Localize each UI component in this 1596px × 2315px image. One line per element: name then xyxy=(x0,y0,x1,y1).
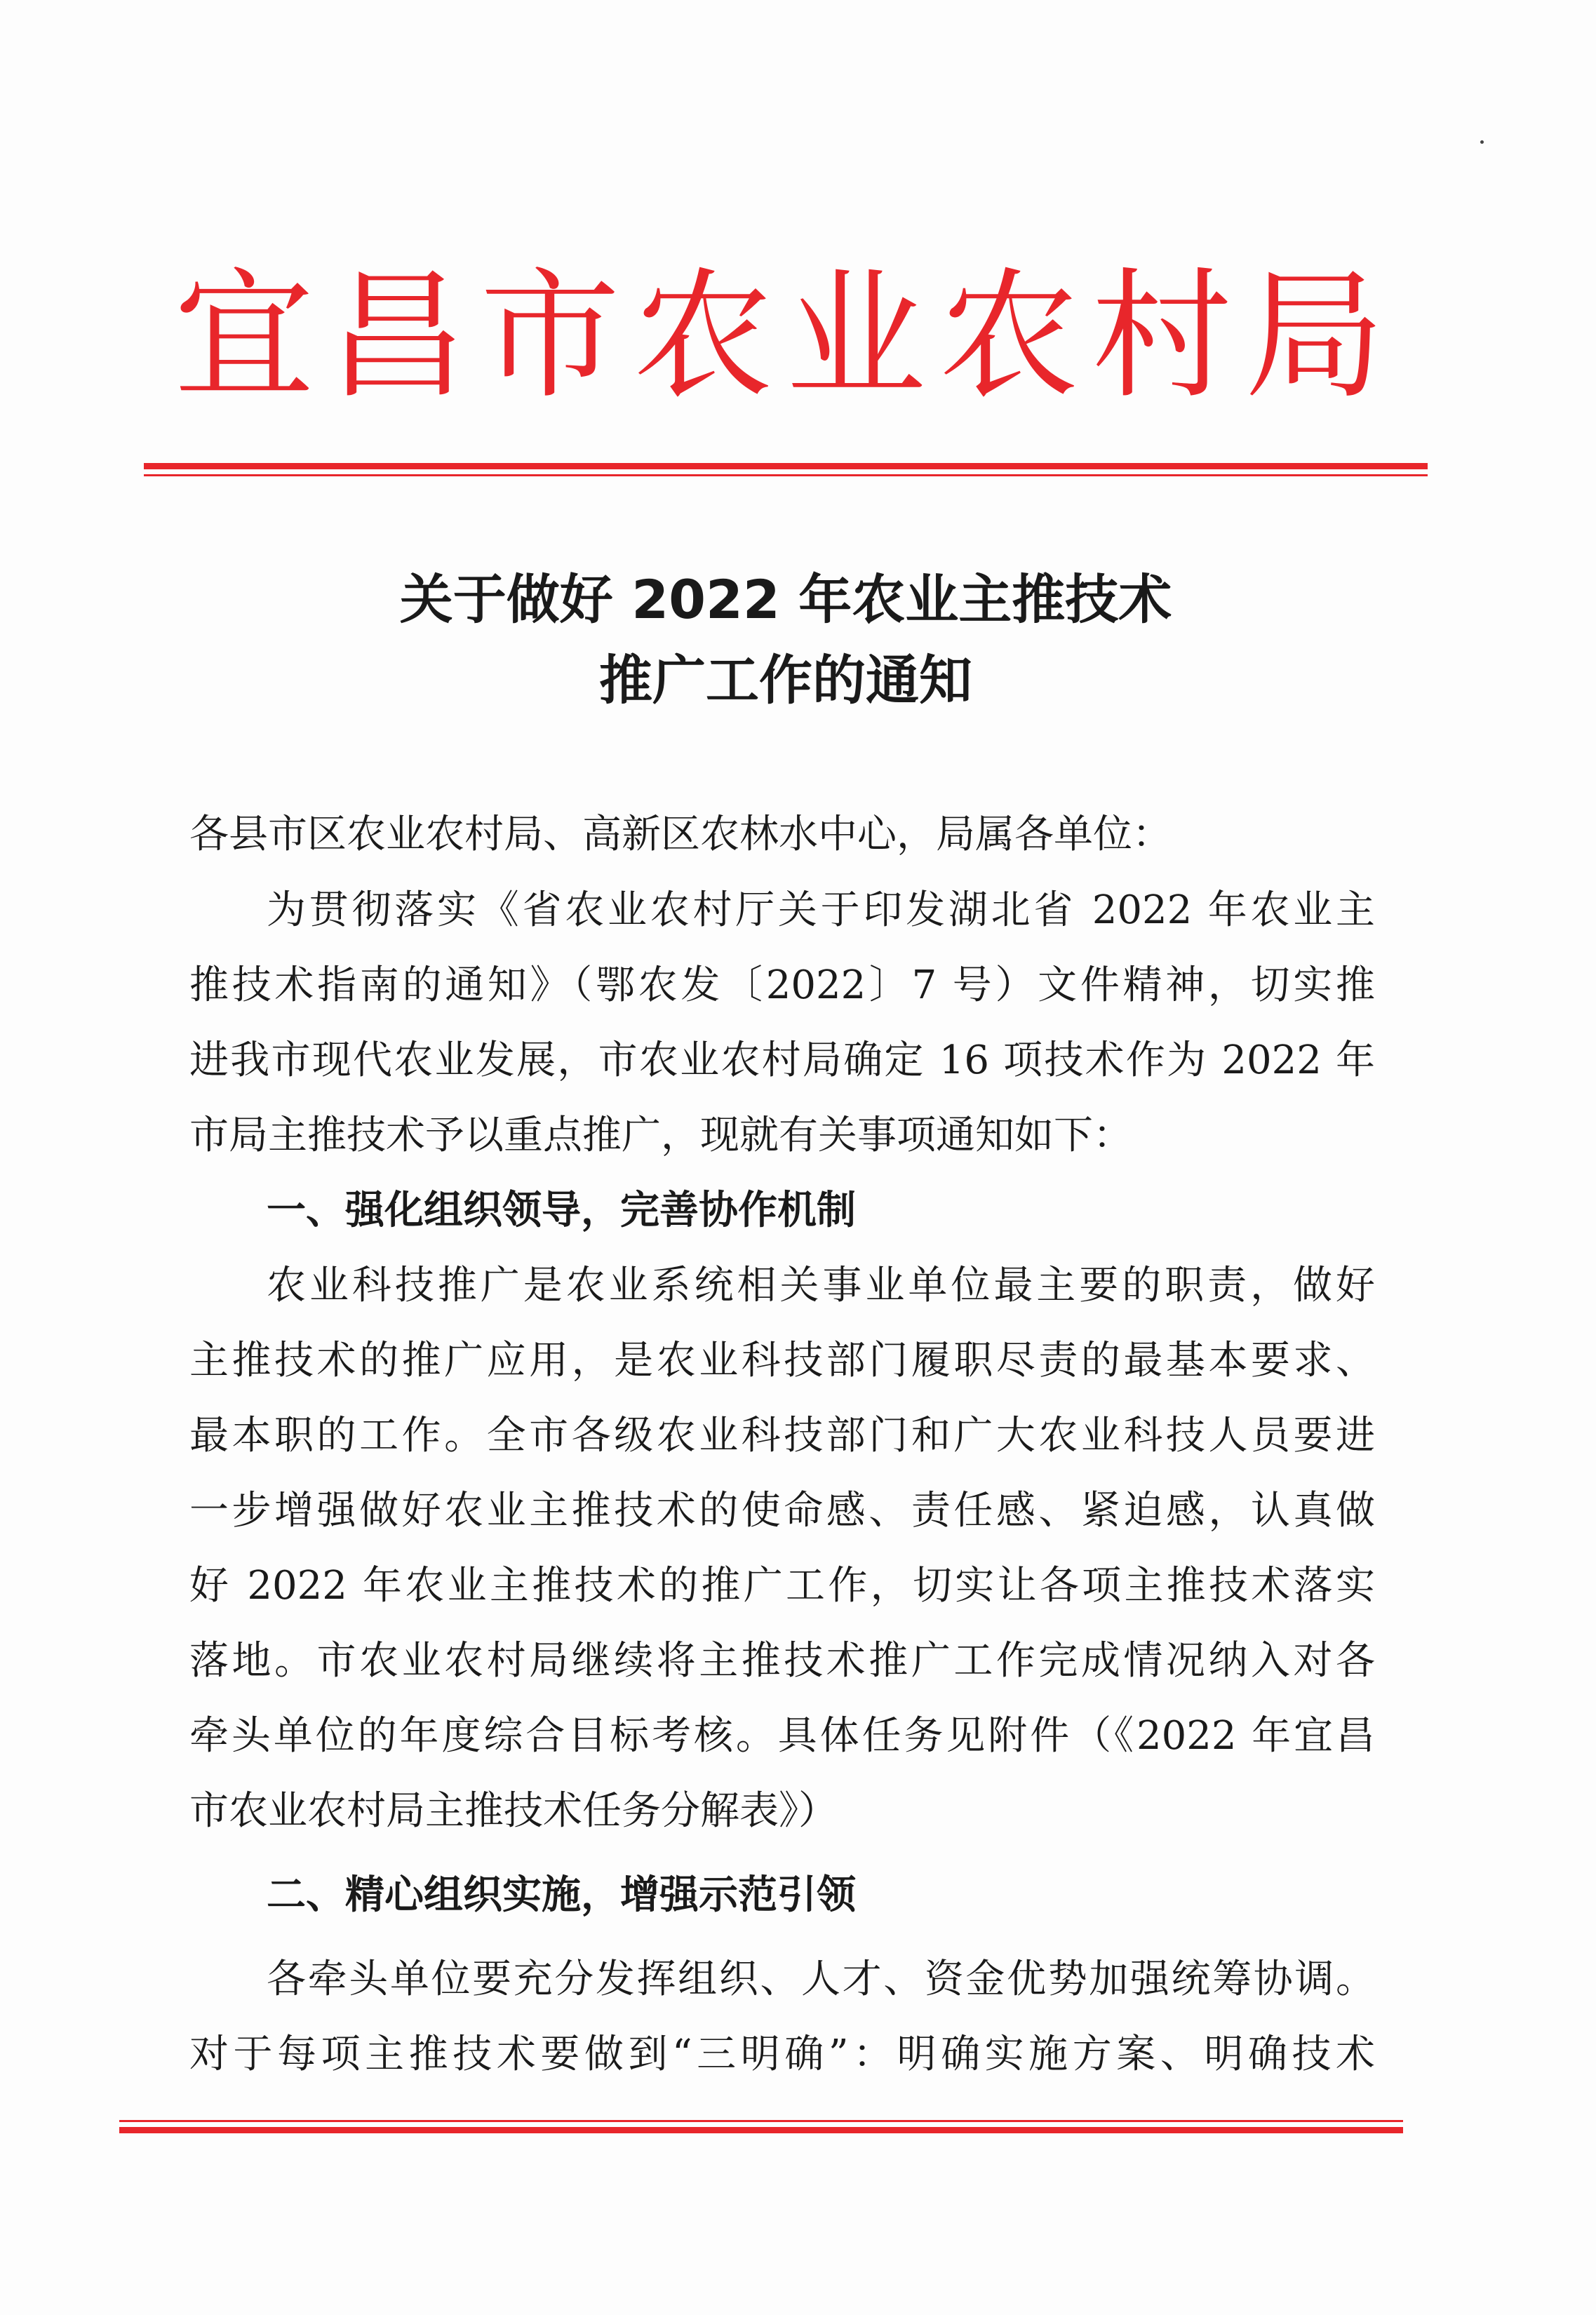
section-heading-1: 一、强化组织领导，完善协作机制 xyxy=(267,1188,856,1233)
document-title-line-1: 关于做好 2022 年农业主推技术 xyxy=(399,568,1172,631)
header-rule-thick xyxy=(144,463,1428,469)
para2-line: 落地。市农业农村局继续将主推技术推广工作完成情况纳入对各 xyxy=(189,1638,1375,1684)
para3-line: 各牵头单位要充分发挥组织、人才、资金优势加强统筹协调。 xyxy=(267,1957,1375,2002)
para1-line: 进我市现代农业发展，市农业农村局确定 16 项技术作为 2022 年 xyxy=(189,1038,1375,1083)
para2-line: 一步增强做好农业主推技术的使命感、责任感、紧迫感，认真做 xyxy=(189,1488,1375,1534)
footer-rule-thin xyxy=(119,2120,1403,2122)
agency-name: 宜昌市农业农村局 xyxy=(173,255,1397,418)
para3-line: 对于每项主推技术要做到“三明确”：明确实施方案、明确技术 xyxy=(189,2032,1375,2077)
para2-line: 好 2022 年农业主推技术的推广工作，切实让各项主推技术落实 xyxy=(189,1563,1375,1609)
document-title-line-2: 推广工作的通知 xyxy=(599,649,972,711)
para2-line: 市农业农村局主推技术任务分解表》） xyxy=(189,1788,838,1834)
para2-line: 最本职的工作。全市各级农业科技部门和广大农业科技人员要进 xyxy=(189,1413,1375,1458)
para2-line: 牵头单位的年度综合目标考核。具体任务见附件（《2022 年宜昌 xyxy=(189,1713,1375,1759)
footer-rule-thick xyxy=(119,2127,1403,2133)
addressee: 各县市区农业农村局、高新区农林水中心，局属各单位： xyxy=(189,812,1172,857)
para2-line: 农业科技推广是农业系统相关事业单位最主要的职责，做好 xyxy=(267,1263,1375,1308)
scan-speck xyxy=(1480,140,1484,144)
para2-line: 主推技术的推广应用，是农业科技部门履职尽责的最基本要求、 xyxy=(189,1338,1375,1383)
para1-line: 市局主推技术予以重点推广，现就有关事项通知如下： xyxy=(189,1113,1132,1158)
para1-line: 为贯彻落实《省农业农村厅关于印发湖北省 2022 年农业主 xyxy=(267,887,1375,933)
header-rule-thin xyxy=(144,474,1428,476)
para1-line: 推技术指南的通知》（鄂农发〔2022〕7 号）文件精神，切实推 xyxy=(189,962,1375,1008)
section-heading-2: 二、精心组织实施，增强示范引领 xyxy=(267,1872,856,1918)
